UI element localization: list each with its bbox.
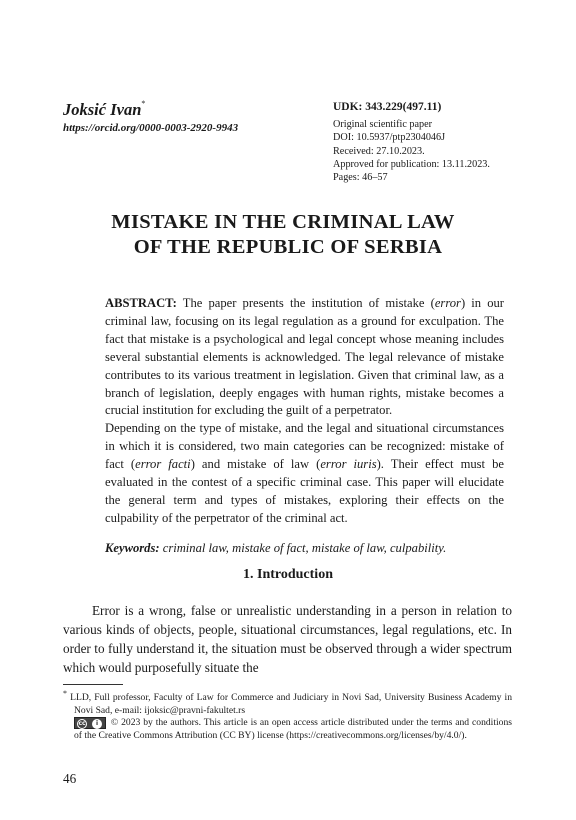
abstract-paragraph-1: ABSTRACT: The paper presents the institution of mistake (error) in our criminal law, focusing on its legal regulation as a ground for exculpation. The fact that mistake is a psychological and legal concept whose meaning includes several substantial elements is acknowledged. The legal relevance of mistake contributes to its various treatment in legislation. Given that criminal law, as a branch of legislation, deeply engages with human rights, mistake becomes a crucial institution for excluding the guilt of a perpetrator. [105, 296, 504, 418]
body-text [63, 601, 512, 677]
body-paragraph: Error is a wrong, false or unrealistic understanding in a person in relation to various kinds of objects, people, situational circumstances, legal regulations, etc. In order to fully understand it, the situation must be observed through a wider spectrum which would purposefully situate the [63, 603, 512, 675]
section-heading: 1. Introduction [243, 567, 333, 582]
footnote-license: cc i © 2023 by the authors. This article is an open access article distributed under the terms and conditions of the Creative Commons Attribution (CC BY) license (https://creativecommons.org/licenses/by/4.0/). [74, 717, 512, 742]
title-line-1: MISTAKE IN THE CRIMINAL LAW [111, 211, 455, 233]
abstract [105, 295, 504, 528]
article-metadata [333, 101, 490, 184]
keywords: Keywords: criminal law, mistake of fact, mistake of law, culpability. [105, 541, 447, 555]
title-line-2: OF THE REPUBLIC OF SERBIA [133, 236, 443, 258]
paper-type: Original scientific paper [333, 119, 433, 131]
cc-by-icon: cc i [74, 717, 106, 729]
footnote [63, 688, 512, 743]
abstract-label: ABSTRACT: [105, 296, 177, 310]
udk-code: UDK: 343.229(497.11) [333, 101, 442, 113]
orcid-link[interactable]: https://orcid.org/0000-0003-2920-9943 [63, 122, 239, 134]
author-name: Joksić Ivan* [63, 99, 146, 119]
doi[interactable]: DOI: 10.5937/ptp2304046J [333, 132, 446, 144]
footnote-affiliation: * LLD, Full professor, Faculty of Law for Commerce and Judiciary in Novi Sad, University Business Academy in Novi Sad, e-mail: ijoksic@pravni-fakultet.rs [63, 689, 512, 716]
author-footnote-mark: * [141, 99, 146, 108]
article-title [0, 210, 576, 260]
abstract-paragraph-2: Depending on the type of mistake, and the legal and situational circumstances in which it is considered, two main categories can be recognized: mistake of fact (error facti) and mistake of law (error iuris). Their effect must be evaluated in the contest of a specific criminal case. This paper will elucidate the general term and types of mistakes, exploring their effects on the culpability of the perpetrator of the criminal act. [105, 421, 504, 525]
page-number: 46 [63, 771, 77, 786]
page-range: Pages: 46–57 [333, 172, 388, 184]
keywords-label: Keywords: [105, 541, 160, 555]
received-date: Received: 27.10.2023. [333, 145, 425, 157]
footnote-divider [63, 684, 123, 685]
approved-date: Approved for publication: 13.11.2023. [333, 158, 490, 170]
